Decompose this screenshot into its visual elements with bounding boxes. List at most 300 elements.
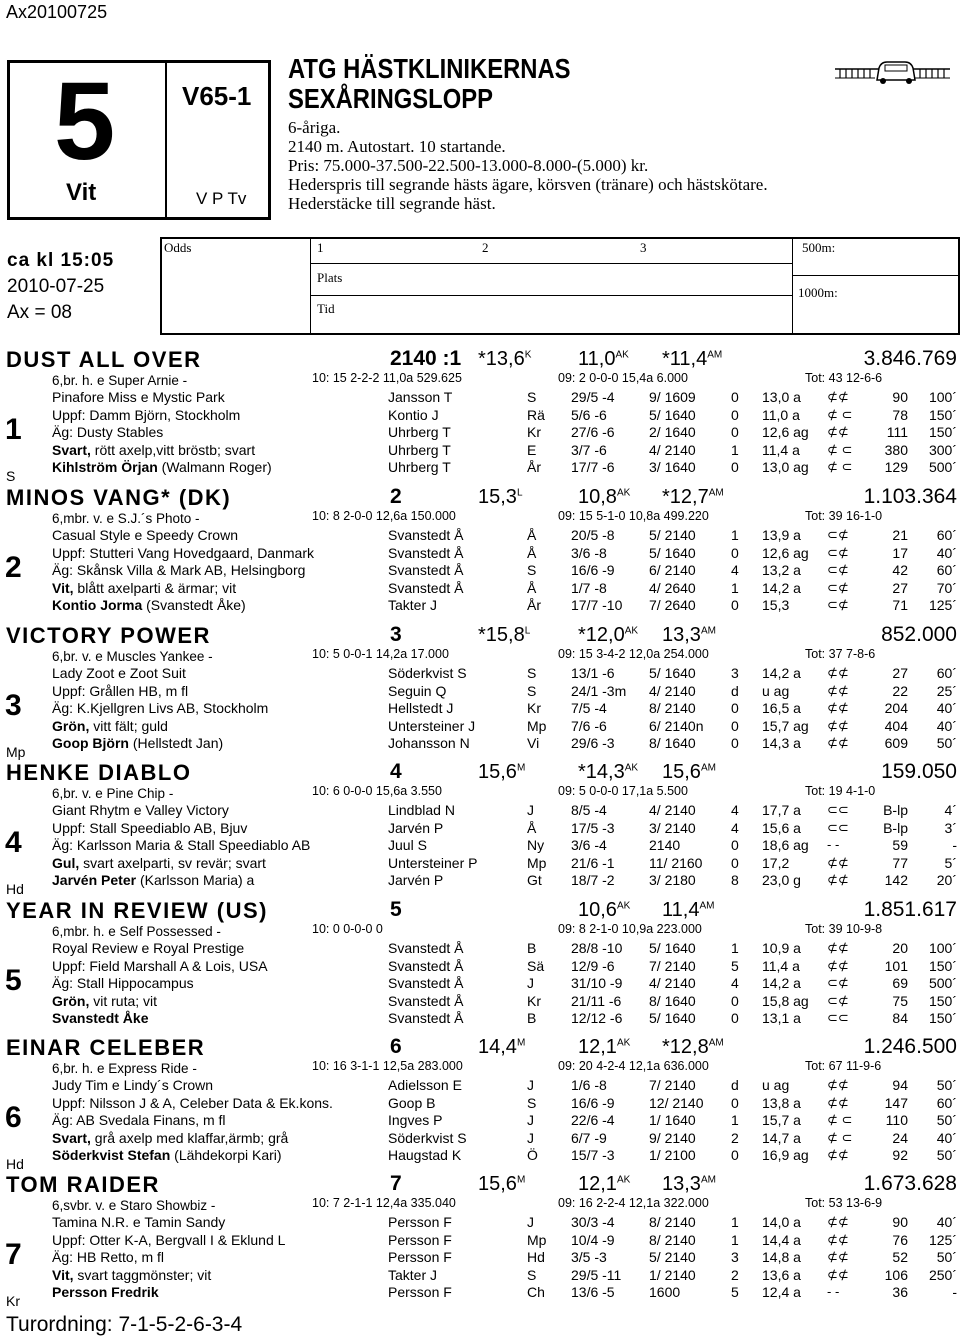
- start-row: [0, 958, 960, 976]
- start-position-distance: 7/ 2140: [649, 957, 696, 974]
- race-box-divider: [165, 63, 167, 217]
- start-placing: 0: [731, 717, 739, 734]
- horse-trainer: (Hellstedt Jan): [129, 735, 224, 751]
- start-track: J: [527, 1214, 534, 1230]
- horse-breeder: Uppf: Stutteri Vang Hovedgaard, Danmark: [52, 544, 314, 561]
- horse-record-3-value: *12,7: [662, 486, 709, 508]
- result-table-rule: [310, 295, 792, 296]
- start-shoes: ⊂⊄: [827, 562, 849, 577]
- start-odds: 69: [892, 975, 908, 991]
- horse-record-1: [478, 1173, 525, 1196]
- start-shoes: ⊄ ⊂: [827, 441, 853, 457]
- stats-total: Tot: 37 7-8-6: [805, 647, 876, 661]
- start-track: J: [527, 1112, 534, 1128]
- horse-record-1-value: 14,4: [478, 1036, 517, 1058]
- result-table-divider: [792, 239, 793, 335]
- start-prize: 100´: [928, 940, 957, 956]
- start-odds: 129: [884, 459, 908, 475]
- start-time: 16,5 a: [762, 700, 801, 716]
- start-position-distance: 9/ 1609: [649, 389, 696, 405]
- horse-post: 6: [390, 1035, 402, 1058]
- start-date: 17/7 -10: [571, 597, 623, 613]
- stats-2009: 09: 15 3-4-2 12,0a 254.000: [558, 647, 709, 661]
- start-position-distance: 2140: [649, 837, 681, 853]
- horse-record-1-suffix: L: [516, 487, 523, 499]
- start-position-distance: 4/ 2640: [649, 579, 696, 596]
- horse-colors-detail: svart taggmönster; vit: [73, 1266, 212, 1283]
- start-placing: 1: [731, 1214, 739, 1230]
- start-placing: 0: [731, 700, 739, 716]
- start-placing: 0: [731, 459, 739, 475]
- start-prize: 60´: [936, 1094, 957, 1111]
- start-shoes: ⊂⊄: [827, 597, 849, 612]
- start-placing: 0: [731, 389, 739, 405]
- horse-post: 4: [390, 760, 402, 783]
- start-shoes: ⊄⊄: [827, 735, 849, 750]
- start-placing: 1: [731, 1231, 739, 1248]
- start-odds: 42: [892, 562, 908, 578]
- start-placing: 0: [731, 992, 739, 1009]
- start-odds: 71: [892, 597, 908, 613]
- split-500-label: 500m:: [802, 240, 836, 255]
- horse-earnings: 1.673.628: [863, 1172, 957, 1195]
- start-driver: Uhrberg T: [388, 424, 451, 440]
- start-prize: 150´: [928, 1010, 957, 1026]
- page-id: Ax20100725: [6, 2, 108, 22]
- horse-record-1-value: *15,8: [478, 624, 525, 646]
- horse-dam: Tamina N.R. e Tamin Sandy: [52, 1214, 226, 1230]
- start-track: J: [527, 802, 534, 818]
- horse-breeder: Uppf: Field Marshall A & Lois, USA: [52, 957, 268, 974]
- start-shoes: - -: [827, 1284, 840, 1299]
- horse-post: 2: [390, 485, 402, 508]
- start-track: Vi: [527, 735, 540, 751]
- start-time: 15,8 ag: [762, 992, 809, 1009]
- start-prize: 40´: [936, 1214, 957, 1230]
- horse-colors-detail: svart axelparti, sv revär; svart: [79, 854, 266, 871]
- start-prize: 50´: [936, 1112, 957, 1128]
- start-shoes: ⊄ ⊂: [827, 459, 853, 474]
- start-odds: 142: [884, 872, 908, 888]
- horse-entry: [0, 1172, 960, 1307]
- horse-record-3-suffix: AM: [700, 762, 716, 774]
- start-time: 13,8 a: [762, 1094, 801, 1111]
- start-odds: 20: [892, 940, 908, 956]
- start-track: B: [527, 1010, 537, 1026]
- start-driver: Jansson T: [388, 389, 453, 405]
- start-position-distance: 3/ 2180: [649, 872, 696, 888]
- horse-post: 7: [390, 1172, 402, 1195]
- horse-pedigree: 6,svbr. v. e Staro Showbiz -: [52, 1198, 216, 1213]
- horse-record-3-value: 13,3: [662, 1173, 701, 1195]
- start-odds: 147: [884, 1094, 908, 1111]
- start-odds: 17: [892, 544, 908, 561]
- horse-record-3-value: *12,8: [662, 1036, 709, 1058]
- horse-entry: [0, 898, 960, 1033]
- start-driver: Untersteiner P: [388, 854, 478, 871]
- start-position-distance: 8/ 2140: [649, 1214, 696, 1230]
- horse-entry: [0, 485, 960, 620]
- start-odds: B-lp: [883, 819, 908, 836]
- start-odds: 101: [884, 957, 908, 974]
- horse-record-2-value: *14,3: [578, 761, 625, 783]
- horse-record-2-suffix: AK: [616, 900, 631, 912]
- result-table-rule: [792, 275, 958, 276]
- horse-dam: Royal Review e Royal Prestige: [52, 940, 245, 956]
- start-prize: 40´: [936, 1129, 957, 1146]
- horse-record-3-suffix: AM: [700, 625, 716, 637]
- start-time: 17,7 a: [762, 802, 801, 818]
- horse-earnings: 852.000: [881, 623, 957, 646]
- start-driver: Untersteiner J: [388, 717, 476, 734]
- result-table: [160, 237, 960, 335]
- horse-record-2-value: 12,1: [578, 1173, 617, 1195]
- start-prize: 25´: [936, 682, 957, 699]
- horse-record-3-value: 11,4: [662, 899, 700, 921]
- start-placing: 8: [731, 872, 739, 888]
- start-odds: 75: [892, 992, 908, 1009]
- horse-record-2: [578, 1173, 630, 1196]
- horse-record-3: [662, 761, 716, 784]
- horse-colors-main: Vit,: [52, 1266, 74, 1283]
- start-row: [0, 1284, 960, 1302]
- start-position-distance: 7/ 2640: [649, 597, 696, 613]
- start-time: 12,6 ag: [762, 544, 809, 561]
- start-odds: 77: [892, 854, 908, 871]
- start-prize: 150´: [928, 406, 957, 423]
- start-driver: Svanstedt Å: [388, 527, 464, 543]
- start-placing: 1: [731, 940, 739, 956]
- start-date: 3/7 -6: [571, 441, 607, 458]
- start-prize: 100´: [928, 389, 957, 405]
- horse-breeder: Uppf: Grållen HB, m fl: [52, 682, 189, 699]
- start-date: 21/6 -1: [571, 854, 615, 871]
- start-track: Rä: [527, 406, 545, 423]
- horse-record-3-value: 13,3: [662, 624, 701, 646]
- start-date: 7/6 -6: [571, 717, 607, 734]
- race-desc-line4: Hederspris till segrande hästs ägare, körsven (tränare) och hästskötare.: [288, 175, 768, 194]
- start-position-distance: 5/ 2140: [649, 1249, 696, 1265]
- start-shoes: ⊄⊄: [827, 424, 849, 439]
- start-row: [0, 683, 960, 701]
- race-color: Vit: [66, 179, 97, 206]
- start-driver: Svanstedt Å: [388, 992, 464, 1009]
- horse-pedigree: 6,br. h. e Super Arnie -: [52, 373, 188, 388]
- start-placing: d: [731, 682, 739, 699]
- start-driver: Goop B: [388, 1094, 436, 1111]
- start-odds: 84: [892, 1010, 908, 1026]
- start-placing: 0: [731, 1010, 739, 1026]
- start-row: [0, 855, 960, 873]
- start-row: [0, 442, 960, 460]
- horse-record-3-suffix: AM: [708, 487, 724, 499]
- start-shoes: ⊂⊄: [827, 975, 849, 990]
- odds-label: Odds: [164, 240, 192, 255]
- start-placing: 5: [731, 957, 739, 974]
- race-title: [288, 54, 571, 114]
- start-prize: 300´: [928, 441, 957, 458]
- result-table-rule: [310, 263, 792, 264]
- start-prize: 150´: [928, 992, 957, 1009]
- start-driver: Johansson N: [388, 735, 470, 751]
- start-shoes: ⊄⊄: [827, 957, 849, 973]
- start-position-distance: 5/ 1640: [649, 406, 696, 423]
- horse-colors-detail: rött axelp,vitt bröstb; svart: [90, 441, 256, 458]
- start-time: 16,9 ag: [762, 1147, 809, 1163]
- start-driver: Adielsson E: [388, 1077, 462, 1093]
- start-odds: 380: [884, 441, 908, 458]
- start-odds: 204: [884, 700, 908, 716]
- horse-earnings: 1.103.364: [863, 485, 957, 508]
- horse-track-code: S: [6, 468, 16, 484]
- stats-total: Tot: 19 4-1-0: [805, 784, 876, 798]
- horse-dam: Pinafore Miss e Mystic Park: [52, 389, 225, 405]
- stats-2009: 09: 8 2-1-0 10,9a 223.000: [558, 922, 702, 936]
- horse-record-2-suffix: AK: [624, 625, 639, 637]
- stats-2010: 10: 5 0-0-1 14,2a 17.000: [312, 647, 449, 661]
- horse-record-1-value: 15,6: [478, 761, 517, 783]
- start-shoes: ⊄⊄: [827, 854, 849, 870]
- horse-record-3: [662, 486, 724, 509]
- race-desc-line2: 2140 m. Autostart. 10 startande.: [288, 137, 506, 156]
- start-row: [0, 459, 960, 477]
- start-odds: B-lp: [883, 802, 908, 818]
- start-placing: 1: [731, 527, 739, 543]
- stats-2010: 10: 15 2-2-2 11,0a 529.625: [312, 371, 462, 385]
- start-odds: 36: [892, 1284, 908, 1300]
- start-track: År: [527, 597, 541, 613]
- horse-number: 2: [5, 551, 22, 584]
- race-desc-line1: 6-åriga.: [288, 118, 341, 137]
- start-row: [0, 802, 960, 820]
- betting-forms: V P Tv: [196, 189, 247, 208]
- horse-track-code: Kr: [6, 1293, 20, 1309]
- race-date: 2010-07-25: [7, 276, 105, 297]
- start-date: 6/7 -9: [571, 1129, 607, 1146]
- start-placing: 1: [731, 1112, 739, 1128]
- start-date: 3/5 -3: [571, 1249, 607, 1265]
- horse-earnings: 1.851.617: [863, 898, 957, 921]
- start-position-distance: 4/ 2140: [649, 802, 696, 818]
- horse-record-2-value: 10,6: [578, 899, 617, 921]
- horse-record-2: [578, 624, 638, 647]
- start-time: 14,2 a: [762, 975, 801, 991]
- start-odds: 404: [884, 717, 908, 734]
- start-driver: Jarvén P: [388, 819, 444, 836]
- start-track: Kr: [527, 700, 541, 716]
- horse-record-1-suffix: L: [524, 625, 531, 637]
- start-shoes: ⊂⊂: [827, 819, 849, 835]
- stats-2009: 09: 2 0-0-0 15,4a 6.000: [558, 371, 688, 385]
- horse-record-1: [478, 761, 525, 784]
- start-track: J: [527, 1077, 534, 1093]
- horse-record-2: [578, 899, 630, 922]
- start-odds: 59: [892, 837, 908, 853]
- start-placing: 0: [731, 837, 739, 853]
- start-time: 13,2 a: [762, 562, 801, 578]
- horse-track-code: Hd: [6, 881, 24, 897]
- start-date: 16/6 -9: [571, 562, 615, 578]
- start-driver: Juul S: [388, 837, 427, 853]
- horse-colors-detail: grå axelp med klaffar,ärmb; grå: [90, 1129, 289, 1146]
- start-time: 14,8 a: [762, 1249, 801, 1265]
- start-row: [0, 975, 960, 993]
- horse-owner: Äg: Karlsson Maria & Stall Speediablo AB: [52, 837, 311, 853]
- start-shoes: ⊄⊄: [827, 665, 849, 680]
- start-shoes: ⊄⊄: [827, 1094, 849, 1110]
- race-title-line2: SEXÅRINGSLOPP: [288, 83, 493, 114]
- race-desc-line5: Hederstäcke till segrande häst.: [288, 194, 496, 213]
- start-prize: 125´: [928, 597, 957, 613]
- start-shoes: ⊄ ⊂: [827, 406, 853, 422]
- stats-2010: 10: 0 0-0-0 0: [312, 922, 383, 936]
- horse-driver-name: Söderkvist Stefan: [52, 1147, 171, 1163]
- start-row: [0, 993, 960, 1011]
- start-track: S: [527, 389, 537, 405]
- start-time: 14,2 a: [762, 665, 801, 681]
- start-row: [0, 837, 960, 855]
- horse-name: EINAR CELEBER: [6, 1035, 206, 1060]
- start-track: Kr: [527, 992, 541, 1009]
- start-time: 14,0 a: [762, 1214, 801, 1230]
- horse-record-3: [662, 348, 722, 371]
- start-date: 18/7 -2: [571, 872, 615, 888]
- horse-record-1-suffix: M: [516, 1037, 526, 1049]
- turn-order: Turordning: 7-1-5-2-6-3-4: [6, 1313, 243, 1336]
- start-shoes: ⊂⊄: [827, 527, 849, 542]
- start-date: 13/6 -5: [571, 1284, 615, 1300]
- horse-number: 5: [5, 964, 22, 997]
- start-row: [0, 1267, 960, 1285]
- place-2-label: 2: [482, 240, 489, 255]
- start-placing: 3: [731, 665, 739, 681]
- start-position-distance: 2/ 1640: [649, 424, 696, 440]
- start-placing: 0: [731, 1094, 739, 1111]
- stats-2009: 09: 16 2-2-4 12,1a 322.000: [558, 1196, 709, 1210]
- stats-total: Tot: 39 16-1-0: [805, 509, 883, 523]
- start-shoes: ⊄⊄: [827, 1266, 849, 1282]
- start-driver: Svanstedt Å: [388, 975, 464, 991]
- start-row: [0, 545, 960, 563]
- start-row: [0, 940, 960, 958]
- horse-record-3-value: *11,4: [662, 348, 708, 370]
- start-odds: 92: [892, 1147, 908, 1163]
- horse-owner: Äg: HB Retto, m fl: [52, 1249, 165, 1265]
- horse-entry: [0, 1035, 960, 1170]
- horse-name: VICTORY POWER: [6, 623, 211, 648]
- start-time: ca kl 15:05: [7, 250, 115, 271]
- stats-2010: 10: 6 0-0-0 15,6a 3.550: [312, 784, 442, 798]
- horse-post: 2140 :1: [390, 347, 462, 370]
- horse-colors-main: Grön,: [52, 717, 90, 734]
- horse-record-2-suffix: AK: [616, 1174, 631, 1186]
- start-time: 11,0 a: [762, 406, 800, 423]
- start-driver: Söderkvist S: [388, 665, 467, 681]
- stats-total: Tot: 39 10-9-8: [805, 922, 883, 936]
- start-row: [0, 820, 960, 838]
- start-track: Å: [527, 579, 537, 596]
- horse-post: 5: [390, 898, 402, 921]
- horse-record-2-value: 10,8: [578, 486, 617, 508]
- start-shoes: ⊂⊂: [827, 802, 849, 817]
- start-time: 12,4 a: [762, 1284, 801, 1300]
- start-odds: 90: [892, 389, 908, 405]
- start-prize: 20´: [936, 872, 957, 888]
- race-time-box: [5, 240, 155, 335]
- start-date: 12/12 -6: [571, 1010, 623, 1026]
- horse-entry: [0, 347, 960, 482]
- start-placing: 0: [731, 854, 739, 871]
- horse-colors-main: Svart,: [52, 441, 91, 458]
- start-date: 20/5 -8: [571, 527, 615, 543]
- start-placing: 4: [731, 819, 739, 836]
- horse-record-1: [478, 624, 530, 647]
- start-placing: 0: [731, 597, 739, 613]
- horse-colors-main: Grön,: [52, 992, 90, 1009]
- horse-pedigree: 6,br. v. e Muscles Yankee -: [52, 649, 213, 664]
- start-driver: Seguin Q: [388, 682, 447, 699]
- start-date: 22/6 -4: [571, 1112, 615, 1128]
- start-position-distance: 12/ 2140: [649, 1094, 704, 1111]
- start-date: 29/6 -3: [571, 735, 615, 751]
- start-time: u ag: [762, 1077, 790, 1093]
- horse-driver-name: Kontio Jorma: [52, 597, 143, 613]
- stats-2009: 09: 15 5-1-0 10,8a 499.220: [558, 509, 709, 523]
- start-date: 1/6 -8: [571, 1077, 607, 1093]
- horse-colors-detail: vitt fält; guld: [89, 717, 168, 734]
- start-date: 3/6 -8: [571, 544, 607, 561]
- start-row: [0, 1095, 960, 1113]
- start-position-distance: 4/ 2140: [649, 682, 696, 699]
- start-position-distance: 4/ 2140: [649, 975, 696, 991]
- horse-driver-name: Persson Fredrik: [52, 1284, 159, 1300]
- start-shoes: ⊄ ⊂: [827, 1129, 853, 1145]
- ax-number: Ax = 08: [7, 302, 72, 323]
- horse-owner: Äg: Stall Hippocampus: [52, 975, 194, 991]
- stats-2010: 10: 7 2-1-1 12,4a 335.040: [312, 1196, 456, 1210]
- horse-trainer: (Karlsson Maria) a: [136, 872, 255, 888]
- start-placing: 3: [731, 1249, 739, 1265]
- start-date: 8/5 -4: [571, 802, 607, 818]
- stats-2010: 10: 8 2-0-0 12,6a 150.000: [312, 509, 456, 523]
- start-placing: 4: [731, 975, 739, 991]
- start-prize: 40´: [936, 717, 957, 734]
- start-date: 29/5 -4: [571, 389, 615, 405]
- horse-record-2-value: 12,1: [578, 1036, 617, 1058]
- start-track: Å: [527, 527, 537, 543]
- start-track: J: [527, 1129, 534, 1146]
- start-date: 24/1 -3m: [571, 682, 627, 699]
- horse-record-3-suffix: AM: [707, 349, 723, 361]
- start-driver: Svanstedt Å: [388, 544, 464, 561]
- start-track: Mp: [527, 854, 547, 871]
- start-driver: Takter J: [388, 1266, 438, 1283]
- start-position-distance: 8/ 2140: [649, 700, 696, 716]
- horse-driver-name: Kihlström Örjan: [52, 459, 158, 475]
- horse-breeder: Uppf: Nilsson J & A, Celeber Data & Ek.kons.: [52, 1094, 333, 1111]
- game-type: V65-1: [182, 81, 252, 111]
- start-prize: 500´: [928, 975, 957, 991]
- start-shoes: ⊂⊂: [827, 1010, 849, 1025]
- start-shoes: ⊄⊄: [827, 389, 849, 404]
- horse-driver-name: Jarvén Peter: [52, 872, 137, 888]
- start-row: [0, 389, 960, 407]
- horse-dam: Giant Rhytm e Valley Victory: [52, 802, 229, 818]
- horse-pedigree: 6,br. v. e Pine Chip -: [52, 786, 174, 801]
- race-number-box: [7, 60, 271, 220]
- start-track: J: [527, 975, 534, 991]
- start-track: E: [527, 441, 537, 458]
